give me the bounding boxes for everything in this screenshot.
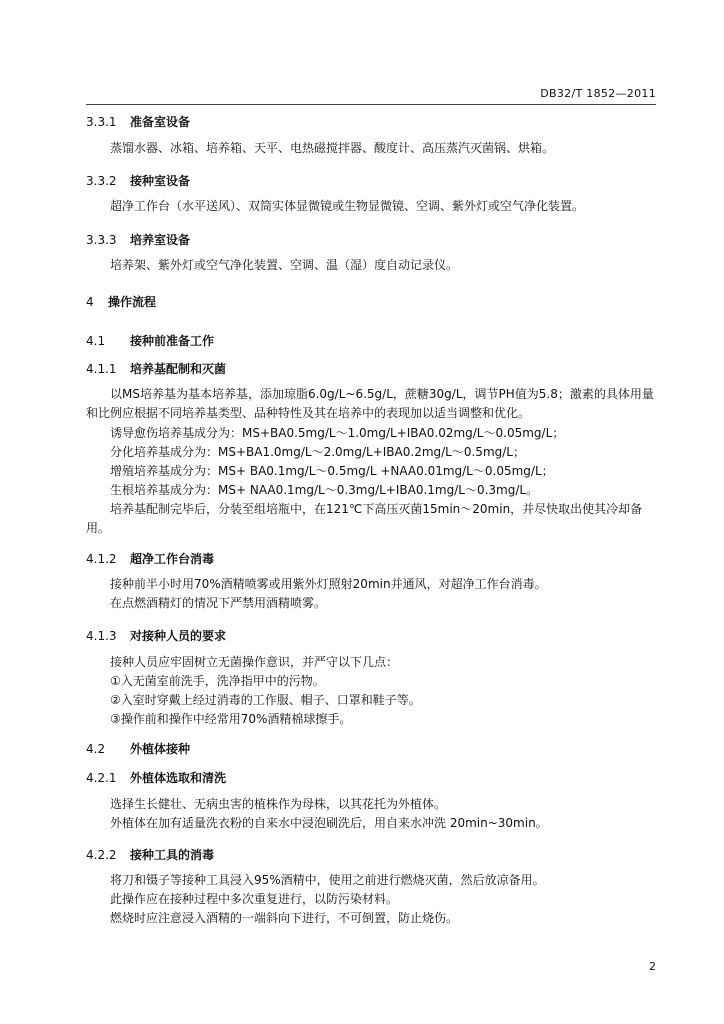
list-item: ③操作前和操作中经常用70%酒精棉球擦手。 bbox=[110, 712, 352, 726]
heading-number: 4.2.2 bbox=[86, 848, 117, 862]
heading-title: 接种工具的消毒 bbox=[130, 848, 215, 862]
heading-title: 培养基配制和灭菌 bbox=[130, 362, 227, 376]
paragraph: 燃烧时应注意浸入酒精的一端斜向下进行，不可倒置，防止烧伤。 bbox=[110, 911, 459, 925]
list-item: ②入室时穿戴上经过消毒的工作服、帽子、口罩和鞋子等。 bbox=[110, 693, 421, 707]
heading-title: 接种前准备工作 bbox=[130, 334, 215, 348]
heading-title: 操作流程 bbox=[108, 295, 157, 309]
standard-code: DB32/T 1852—2011 bbox=[540, 87, 656, 100]
paragraph: 培养基配制完毕后，分装至组培瓶中，在121℃下高压灭菌15min～20min，并尽快取出使其冷却备用。 bbox=[86, 502, 643, 535]
heading-number: 4 bbox=[86, 295, 94, 309]
header-rule bbox=[86, 104, 656, 105]
paragraph: 外植体在加有适量洗衣粉的自来水中浸泡刷洗后，用自来水冲洗 20min~30min。 bbox=[110, 816, 548, 830]
heading-4 bbox=[86, 293, 156, 310]
heading-3-3-1 bbox=[86, 113, 190, 130]
heading-4-2 bbox=[86, 740, 190, 757]
heading-title: 准备室设备 bbox=[130, 115, 191, 129]
paragraph: 生根培养基成分为：MS+ NAA0.1mg/L～0.3mg/L+IBA0.1mg/L～0.3mg/L。 bbox=[110, 483, 539, 497]
paragraph: 培养架、紫外灯或空气净化装置、空调、温（湿）度自动记录仪。 bbox=[110, 258, 459, 272]
heading-number: 4.1 bbox=[86, 334, 106, 348]
paragraph: 蒸馏水器、冰箱、培养箱、天平、电热磁搅拌器、酸度计、高压蒸汽灭菌锅、烘箱。 bbox=[110, 141, 555, 155]
paragraph: 诱导愈伤培养基成分为：MS+BA0.5mg/L～1.0mg/L+IBA0.02mg/L～0.05mg/L； bbox=[110, 426, 565, 440]
heading-4-1-3 bbox=[86, 627, 226, 644]
list-item: ①入无菌室前洗手，洗净指甲中的污物。 bbox=[110, 674, 325, 688]
paragraph: 将刀和镊子等接种工具浸入95%酒精中，使用之前进行燃烧灭菌，然后放凉备用。 bbox=[110, 873, 545, 887]
heading-number: 4.2.1 bbox=[86, 771, 117, 785]
heading-title: 对接种人员的要求 bbox=[130, 629, 227, 643]
heading-title: 接种室设备 bbox=[130, 174, 191, 188]
heading-4-2-2 bbox=[86, 846, 214, 863]
heading-4-1-2 bbox=[86, 550, 214, 567]
paragraph: 以MS培养基为基本培养基，添加琼脂6.0g/L~6.5g/L，蔗糖30g/L，调节PH值为5.8；激素的具体用量和比例应根据不同培养基类型、品种特性及其在培养中的表现加以适当调整和优化。 bbox=[86, 387, 654, 420]
paragraph: 选择生长健壮、无病虫害的植株作为母株，以其花托为外植体。 bbox=[110, 797, 447, 811]
paragraph: 接种前半小时用70%酒精喷雾或用紫外灯照射20min并通风，对超净工作台消毒。 bbox=[110, 577, 547, 591]
heading-4-1 bbox=[86, 332, 214, 349]
heading-title: 超净工作台消毒 bbox=[130, 552, 215, 566]
paragraph: 此操作应在接种过程中多次重复进行，以防污染材料。 bbox=[110, 892, 399, 906]
page-number: 2 bbox=[649, 960, 656, 973]
heading-number: 3.3.3 bbox=[86, 233, 117, 247]
paragraph: 接种人员应牢固树立无菌操作意识，并严守以下几点： bbox=[110, 655, 399, 669]
heading-number: 3.3.2 bbox=[86, 174, 117, 188]
heading-number: 4.1.2 bbox=[86, 552, 117, 566]
paragraph: 在点燃酒精灯的情况下严禁用酒精喷雾。 bbox=[110, 596, 327, 610]
heading-title: 培养室设备 bbox=[130, 233, 191, 247]
paragraph: 超净工作台（水平送风）、双筒实体显微镜或生物显微镜、空调、紫外灯或空气净化装置。 bbox=[110, 199, 585, 213]
heading-title: 外植体接种 bbox=[130, 742, 191, 756]
heading-3-3-2 bbox=[86, 172, 190, 189]
heading-number: 4.1.3 bbox=[86, 629, 117, 643]
heading-4-2-1 bbox=[86, 769, 226, 786]
heading-3-3-3 bbox=[86, 231, 190, 248]
heading-number: 4.2 bbox=[86, 742, 106, 756]
paragraph: 分化培养基成分为：MS+BA1.0mg/L～2.0mg/L+IBA0.2mg/L～0.5mg/L； bbox=[110, 445, 525, 459]
paragraph: 增殖培养基成分为：MS+ BA0.1mg/L～0.5mg/L +NAA0.01mg/L～0.05mg/L； bbox=[110, 464, 554, 478]
heading-4-1-1 bbox=[86, 360, 226, 377]
heading-title: 外植体选取和清洗 bbox=[130, 771, 227, 785]
heading-number: 3.3.1 bbox=[86, 115, 117, 129]
heading-number: 4.1.1 bbox=[86, 362, 117, 376]
